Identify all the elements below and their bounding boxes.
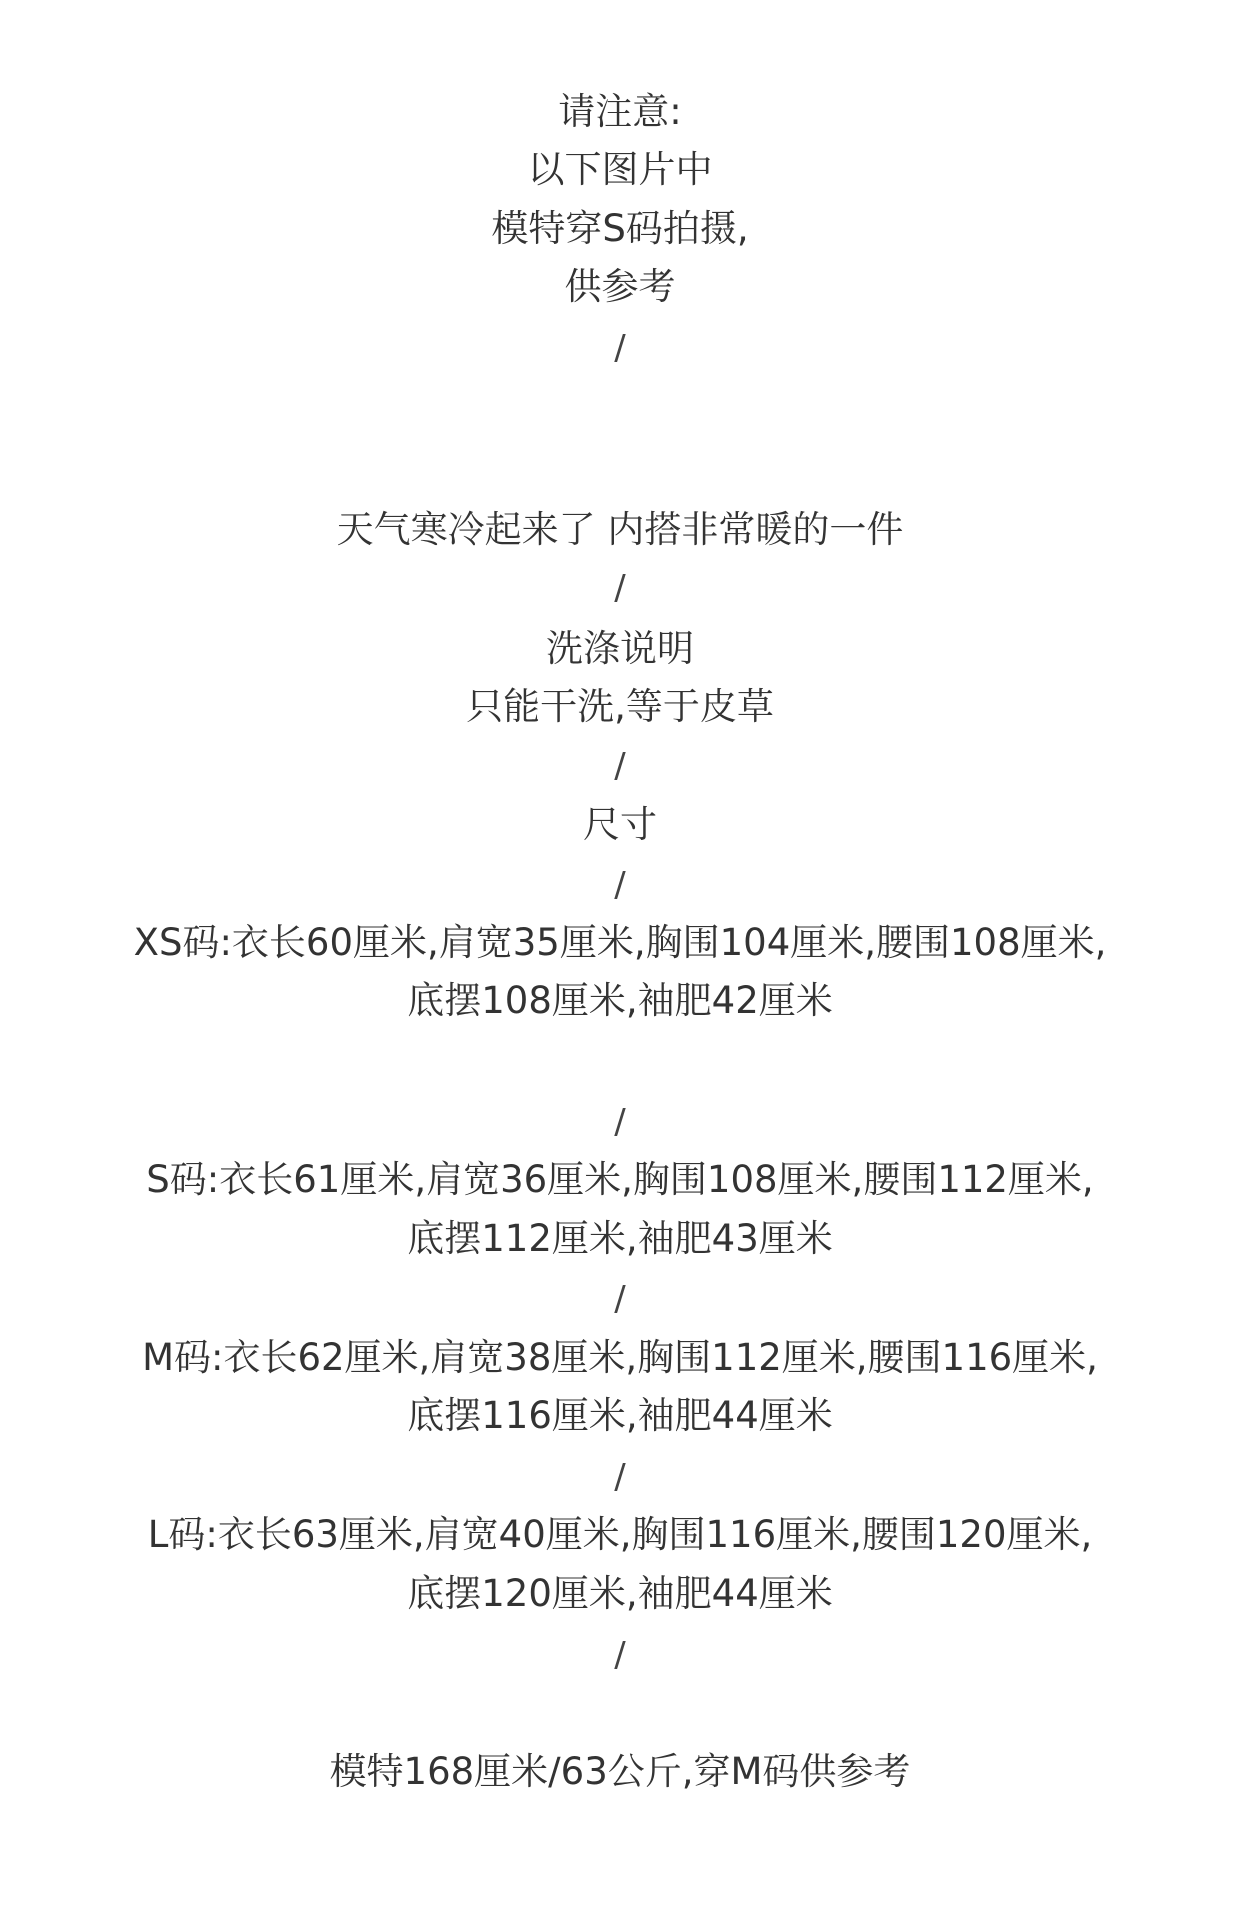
notice-heading: 请注意: xyxy=(558,90,682,133)
size-xs-line-2: 底摆108厘米,袖肥42厘米 xyxy=(407,979,833,1022)
size-m-line-1: M码:衣长62厘米,肩宽38厘米,胸围112厘米,腰围116厘米, xyxy=(142,1336,1098,1379)
size-l-line-2: 底摆120厘米,袖肥44厘米 xyxy=(407,1572,833,1615)
separator: / xyxy=(614,1635,626,1675)
model-info: 模特168厘米/63公斤,穿M码供参考 xyxy=(329,1750,911,1793)
size-title: 尺寸 xyxy=(583,803,657,846)
notice-line-2: 模特穿S码拍摄, xyxy=(491,207,749,250)
separator: / xyxy=(614,1102,626,1142)
separator: / xyxy=(614,865,626,905)
separator: / xyxy=(614,1457,626,1497)
size-l-line-1: L码:衣长63厘米,肩宽40厘米,胸围116厘米,腰围120厘米, xyxy=(147,1513,1093,1556)
intro-text: 天气寒冷起来了 内搭非常暖的一件 xyxy=(336,508,904,551)
size-s-line-1: S码:衣长61厘米,肩宽36厘米,胸围108厘米,腰围112厘米, xyxy=(146,1158,1094,1201)
size-s-line-2: 底摆112厘米,袖肥43厘米 xyxy=(407,1217,833,1260)
care-title: 洗涤说明 xyxy=(546,627,694,670)
separator: / xyxy=(614,1279,626,1319)
notice-line-3: 供参考 xyxy=(564,265,676,308)
separator: / xyxy=(614,746,626,786)
size-xs-line-1: XS码:衣长60厘米,肩宽35厘米,胸围104厘米,腰围108厘米, xyxy=(133,921,1107,964)
size-m-line-2: 底摆116厘米,袖肥44厘米 xyxy=(407,1394,833,1437)
care-text: 只能干洗,等于皮草 xyxy=(466,685,774,728)
separator: / xyxy=(614,568,626,608)
notice-line-1: 以下图片中 xyxy=(527,148,713,191)
separator: / xyxy=(614,328,626,368)
